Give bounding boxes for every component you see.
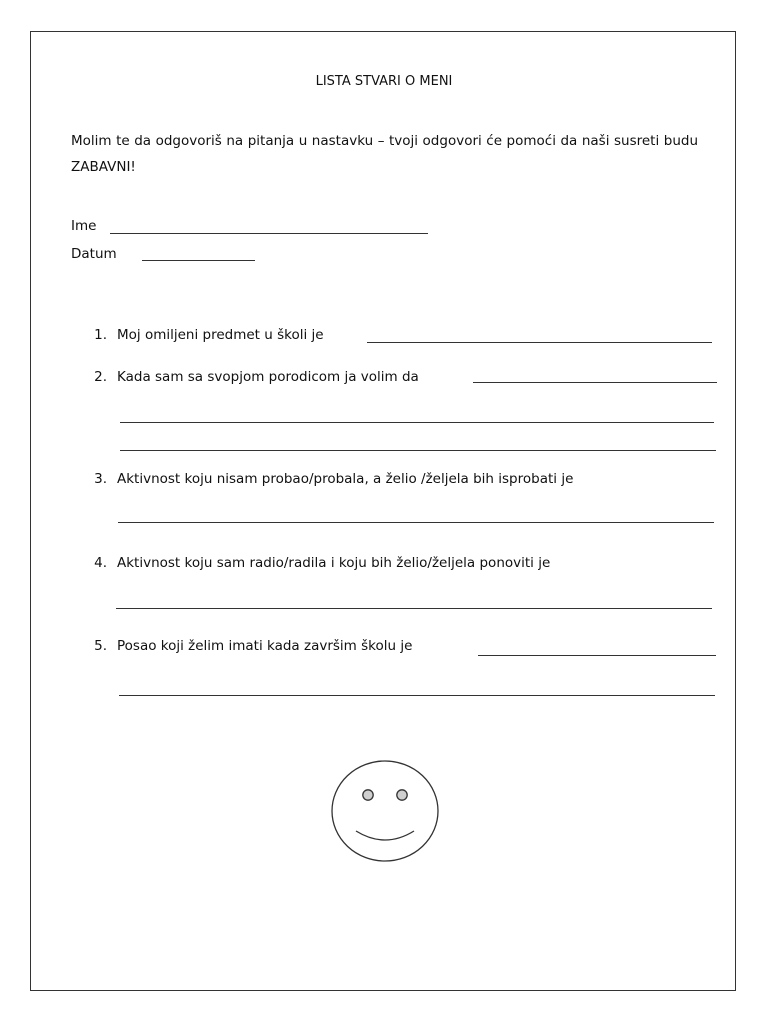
question-1-number: 1. — [94, 327, 107, 343]
date-field-line[interactable] — [142, 260, 255, 261]
answer-5-line-a[interactable] — [478, 655, 716, 656]
name-label: Ime — [71, 218, 97, 234]
answer-2-line-b[interactable] — [120, 422, 714, 423]
answer-2-line-c[interactable] — [120, 450, 716, 451]
answer-1-line[interactable] — [367, 342, 712, 343]
date-label: Datum — [71, 246, 117, 262]
answer-3-line[interactable] — [118, 522, 714, 523]
question-3-number: 3. — [94, 471, 107, 487]
question-4-number: 4. — [94, 555, 107, 571]
question-2-number: 2. — [94, 369, 107, 385]
question-3-text: Aktivnost koju nisam probao/probala, a želio /željela bih isprobati je — [117, 471, 574, 487]
name-field-line[interactable] — [110, 233, 428, 234]
smiley-face-icon — [329, 758, 441, 864]
answer-5-line-b[interactable] — [119, 695, 715, 696]
answer-4-line[interactable] — [116, 608, 712, 609]
intro-text: Molim te da odgovoriš na pitanja u nastavku – tvoji odgovori će pomoći da naši susreti budu ZABAVNI! — [71, 133, 698, 175]
question-4-text: Aktivnost koju sam radio/radila i koju bih želio/željela ponoviti je — [117, 555, 551, 571]
question-1-text: Moj omiljeni predmet u školi je — [117, 327, 324, 343]
question-2-text: Kada sam sa svopjom porodicom ja volim da — [117, 369, 419, 385]
question-5-number: 5. — [94, 638, 107, 654]
question-5-text: Posao koji želim imati kada završim školu je — [117, 638, 413, 654]
worksheet-page — [30, 31, 736, 991]
answer-2-line-a[interactable] — [473, 382, 717, 383]
page-title: LISTA STVARI O MENI — [315, 74, 453, 89]
